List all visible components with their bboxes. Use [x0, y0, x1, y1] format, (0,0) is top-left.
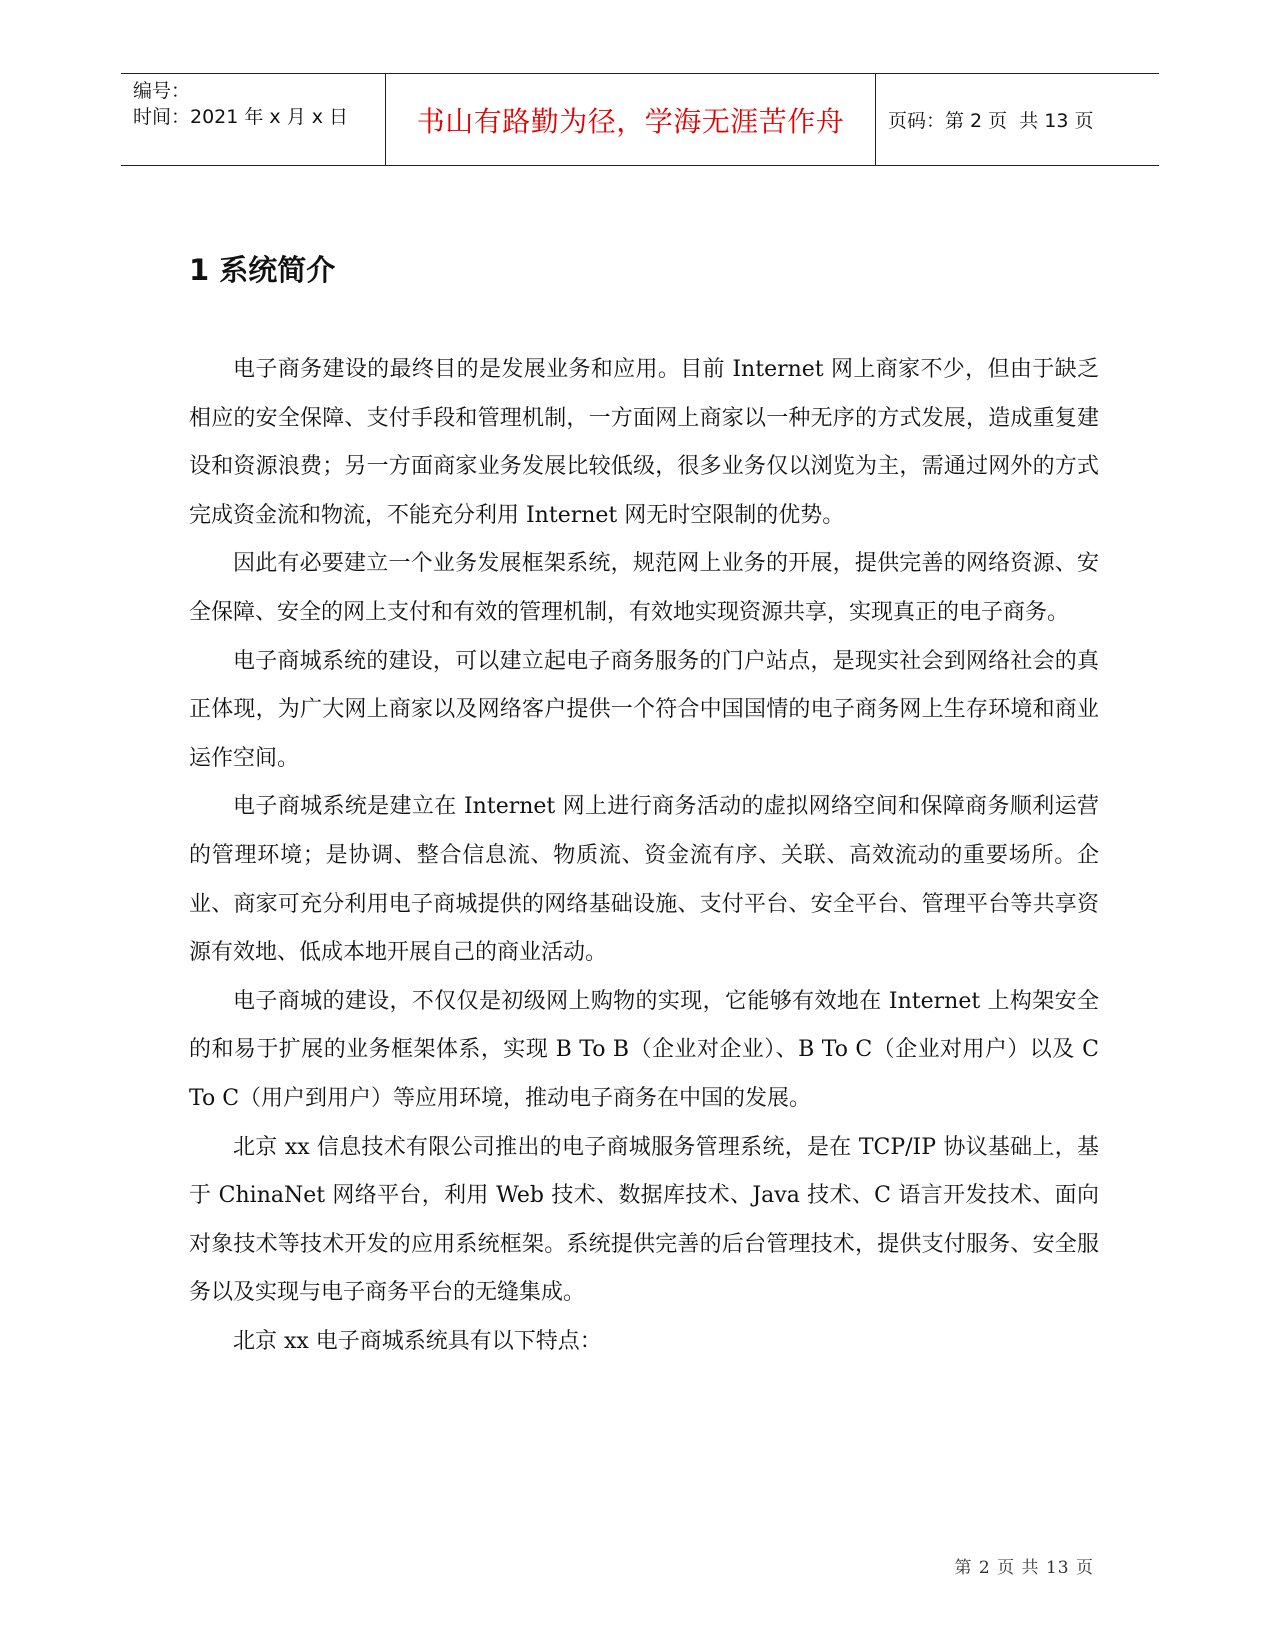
paragraph: 因此有必要建立一个业务发展框架系统，规范网上业务的开展，提供完善的网络资源、安全保障、安全的网上支付和有效的管理机制，有效地实现资源共享，实现真正的电子商务。 — [189, 551, 1099, 625]
page-footer: 第 2 页 共 13 页 — [954, 1558, 1094, 1578]
header-motto-cell — [386, 74, 876, 165]
header-meta-cell — [121, 74, 386, 165]
date-label: 时间：2021 年 x 月 x 日 — [133, 106, 349, 128]
serial-number-label: 编号： — [133, 80, 191, 102]
body-content — [189, 346, 1099, 1366]
paragraph: 电子商城的建设，不仅仅是初级网上购物的实现，它能够有效地在 Internet 上构架安全的和易于扩展的业务框架体系，实现 B To B（企业对企业）、B To C（企业对用户）以及 C To C（用户到用户）等应用环境，推动电子商务在中国的发展。 — [189, 988, 1099, 1111]
header-page-cell — [876, 74, 1159, 165]
motto-text: 书山有路勤为径，学海无涯苦作舟 — [416, 104, 845, 138]
page-code-label: 页码：第 2 页 共 13 页 — [888, 110, 1094, 132]
document-header — [121, 73, 1159, 166]
paragraph: 北京 xx 信息技术有限公司推出的电子商城服务管理系统，是在 TCP/IP 协议基础上，基于 ChinaNet 网络平台，利用 Web 技术、数据库技术、Java 技术、C 语言开发技术、面向对象技术等技术开发的应用系统框架。系统提供完善的后台管理技术，提供支付服务、安全服务以及实现与电子商务平台的无缝集成。 — [189, 1134, 1099, 1306]
paragraph: 北京 xx 电子商城系统具有以下特点： — [233, 1328, 602, 1354]
section-title: 1 系统简介 — [189, 253, 336, 287]
paragraph: 电子商城系统的建设，可以建立起电子商务服务的门户站点，是现实社会到网络社会的真正体现，为广大网上商家以及网络客户提供一个符合中国国情的电子商务网上生存环境和商业运作空间。 — [189, 648, 1099, 771]
paragraph: 电子商务建设的最终目的是发展业务和应用。目前 Internet 网上商家不少，但由于缺乏相应的安全保障、支付手段和管理机制，一方面网上商家以一种无序的方式发展，造成重复建设和资源浪费；另一方面商家业务发展比较低级，很多业务仅以浏览为主，需通过网外的方式完成资金流和物流，不能充分利用 Internet 网无时空限制的优势。 — [189, 357, 1099, 528]
paragraph: 电子商城系统是建立在 Internet 网上进行商务活动的虚拟网络空间和保障商务顺利运营的管理环境；是协调、整合信息流、物质流、资金流有序、关联、高效流动的重要场所。企业、商家可充分利用电子商城提供的网络基础设施、支付平台、安全平台、管理平台等共享资源有效地、低成本地开展自己的商业活动。 — [189, 794, 1099, 966]
